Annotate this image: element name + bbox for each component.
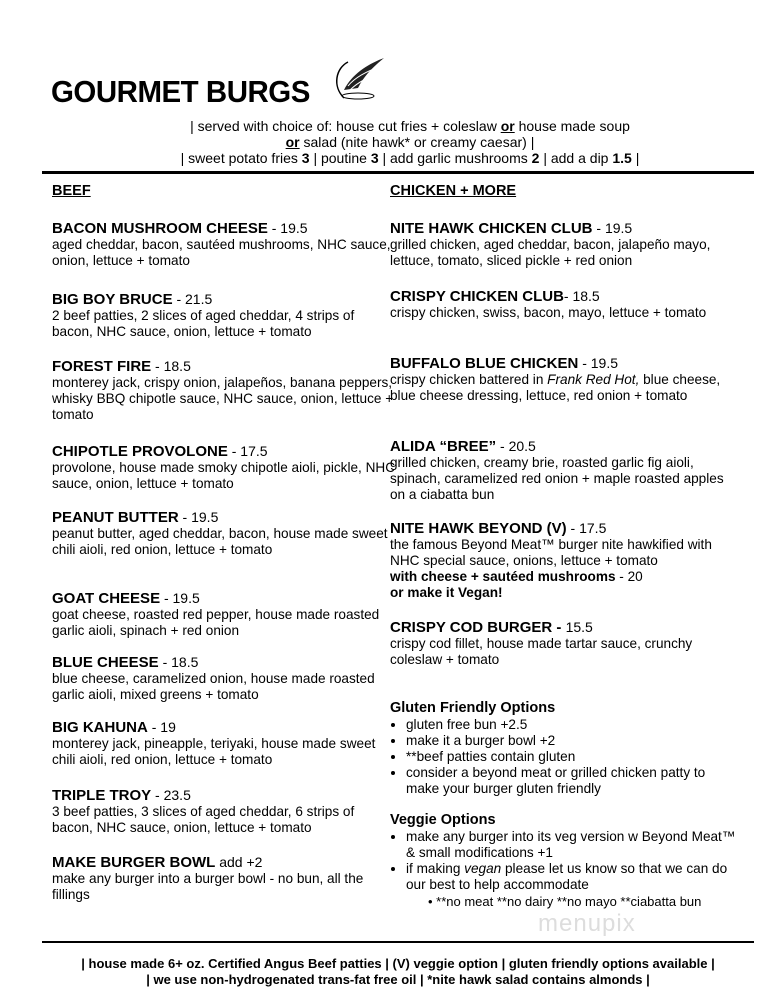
menu-item	[52, 787, 397, 836]
list-item: • make any burger into its veg version w Beyond Meat™ & small modifications +1	[406, 829, 740, 861]
item-description: make any burger into a burger bowl - no bun, all the fillings	[52, 871, 364, 902]
item-description: grilled chicken, creamy brie, roasted garlic fig aioli, spinach, caramelized red onion + maple roasted apples on a ciabatta bun	[390, 455, 724, 502]
item-name: NITE HAWK CHICKEN CLUB	[390, 220, 593, 237]
item-description: provolone, house made smoky chipotle aioli, pickle, NHC sauce, onion, lettuce + tomato	[52, 460, 396, 491]
item-name: BIG BOY BRUCE	[52, 291, 173, 308]
item-description: aged cheddar, bacon, sautéed mushrooms, NHC sauce, onion, lettuce + tomato	[52, 237, 391, 268]
item-name: CRISPY CHICKEN CLUB	[390, 288, 564, 305]
section-heading-chicken: CHICKEN + MORE	[390, 183, 517, 199]
item-price: - 18.5	[563, 288, 600, 304]
item-description: the famous Beyond Meat™ burger nite hawkified with NHC special sauce, onions, lettuce + tomato	[390, 537, 712, 568]
menu-item	[390, 438, 735, 503]
item-name: FOREST FIRE	[52, 358, 152, 375]
menu-item	[52, 654, 397, 703]
menu-item	[52, 854, 397, 903]
item-description: crispy chicken battered in Frank Red Hot, blue cheese, blue cheese dressing, lettuce, red onion + tomato	[390, 372, 721, 403]
sides-info: | served with choice of: house cut fries + coleslaw or house made soup or salad (nite hawk* or creamy caesar) | | sweet potato fries 3 | poutine 3 | add garlic mushrooms 2 | add a dip 1.5 |	[180, 118, 640, 166]
item-price: - 17.5	[227, 443, 268, 459]
footer-notes: | house made 6+ oz. Certified Angus Beef patties | (V) veggie option | gluten friendly options available | | we use non-hydrogenated trans-fat free oil | *nite hawk salad contains almonds |	[81, 956, 715, 987]
divider	[42, 941, 754, 943]
menu-item	[52, 509, 397, 558]
item-name: PEANUT BUTTER	[52, 509, 179, 526]
hawk-logo-icon	[330, 56, 386, 106]
item-description: peanut butter, aged cheddar, bacon, house made sweet chili aioli, red onion, lettuce + tomato	[52, 526, 388, 557]
list-item: • **beef patties contain gluten	[406, 749, 735, 765]
item-price: - 19.5	[267, 220, 308, 236]
item-price: - 19.5	[160, 590, 200, 606]
menu-item	[390, 619, 735, 668]
item-description: grilled chicken, aged cheddar, bacon, jalapeño mayo, lettuce, tomato, sliced pickle + red onion	[390, 237, 711, 268]
page-title: GOURMET BURGS	[51, 74, 310, 109]
menu-item	[52, 220, 397, 269]
item-name: NITE HAWK BEYOND (V)	[390, 520, 567, 537]
menu-item	[52, 291, 397, 340]
item-price: - 17.5	[566, 520, 607, 536]
item-name: GOAT CHEESE	[52, 590, 161, 607]
item-price: - 18.5	[151, 358, 191, 374]
menu-item	[390, 355, 735, 404]
item-description: crispy cod fillet, house made tartar sauce, crunchy coleslaw + tomato	[390, 636, 693, 667]
item-description: goat cheese, roasted red pepper, house made roasted garlic aioli, spinach + red onion	[52, 607, 380, 638]
item-description: blue cheese, caramelized onion, house made roasted garlic aioli, mixed greens + tomato	[52, 671, 375, 702]
item-price: - 23.5	[151, 787, 191, 803]
item-description: monterey jack, pineapple, teriyaki, house made sweet chili aioli, red onion, lettuce + tomato	[52, 736, 376, 767]
item-description: 3 beef patties, 3 slices of aged cheddar, 6 strips of bacon, NHC sauce, onion, lettuce + tomato	[52, 804, 355, 835]
item-price: - 21.5	[172, 291, 213, 307]
item-name: CHIPOTLE PROVOLONE	[52, 443, 228, 460]
menu-item	[52, 719, 397, 768]
list-item: • make it a burger bowl +2	[406, 733, 735, 749]
menu-item	[390, 288, 735, 321]
item-extra: or make it Vegan!	[390, 585, 503, 600]
item-name: BIG KAHUNA	[52, 719, 148, 736]
item-price: - 19.5	[178, 509, 219, 525]
veggie-heading: Veggie Options	[390, 812, 496, 828]
item-name: TRIPLE TROY	[52, 787, 152, 804]
item-name: CRISPY COD BURGER -	[390, 619, 566, 636]
item-description: monterey jack, crispy onion, jalapeños, banana peppers, whisky BBQ chipotle sauce, NHC sauce, onion, lettuce + tomato	[52, 375, 394, 422]
item-price: - 19.5	[578, 355, 619, 371]
menu-item	[390, 520, 735, 601]
list-item: • **no meat **no dairy **no mayo **ciabatta bun	[428, 894, 702, 909]
item-name: ALIDA “BREE”	[390, 438, 497, 455]
item-name: BUFFALO BLUE CHICKEN	[390, 355, 579, 372]
list-item: • gluten free bun +2.5	[406, 717, 735, 733]
item-description: crispy chicken, swiss, bacon, mayo, lettuce + tomato	[390, 305, 707, 320]
item-price: - 20.5	[496, 438, 536, 454]
menu-item	[52, 590, 397, 639]
item-name: BACON MUSHROOM CHEESE	[52, 220, 268, 237]
list-item: • consider a beyond meat or grilled chicken patty to make your burger gluten friendly	[406, 765, 735, 797]
item-price: - 19	[147, 719, 176, 735]
gluten-options	[390, 700, 735, 797]
menu-item	[52, 443, 397, 492]
item-price: - 18.5	[158, 654, 199, 670]
veggie-options	[390, 812, 740, 910]
list-item: • if making vegan please let us know so that we can do our best to help accommodate • **no meat **no dairy **no mayo **ciabatta bun	[406, 861, 740, 910]
menu-item	[52, 358, 397, 423]
gluten-heading: Gluten Friendly Options	[390, 700, 556, 716]
item-price: 15.5	[565, 619, 593, 635]
item-price: add +2	[215, 854, 263, 870]
item-name: BLUE CHEESE	[52, 654, 159, 671]
item-extra: with cheese + sautéed mushrooms - 20	[390, 569, 643, 584]
divider	[42, 171, 754, 174]
item-price: - 19.5	[592, 220, 633, 236]
section-heading-beef: BEEF	[52, 183, 91, 199]
item-description: 2 beef patties, 2 slices of aged cheddar, 4 strips of bacon, NHC sauce, onion, lettuce + tomato	[52, 308, 355, 339]
watermark: menupix	[538, 910, 636, 937]
menu-item	[390, 220, 735, 269]
item-name: MAKE BURGER BOWL	[52, 854, 216, 871]
